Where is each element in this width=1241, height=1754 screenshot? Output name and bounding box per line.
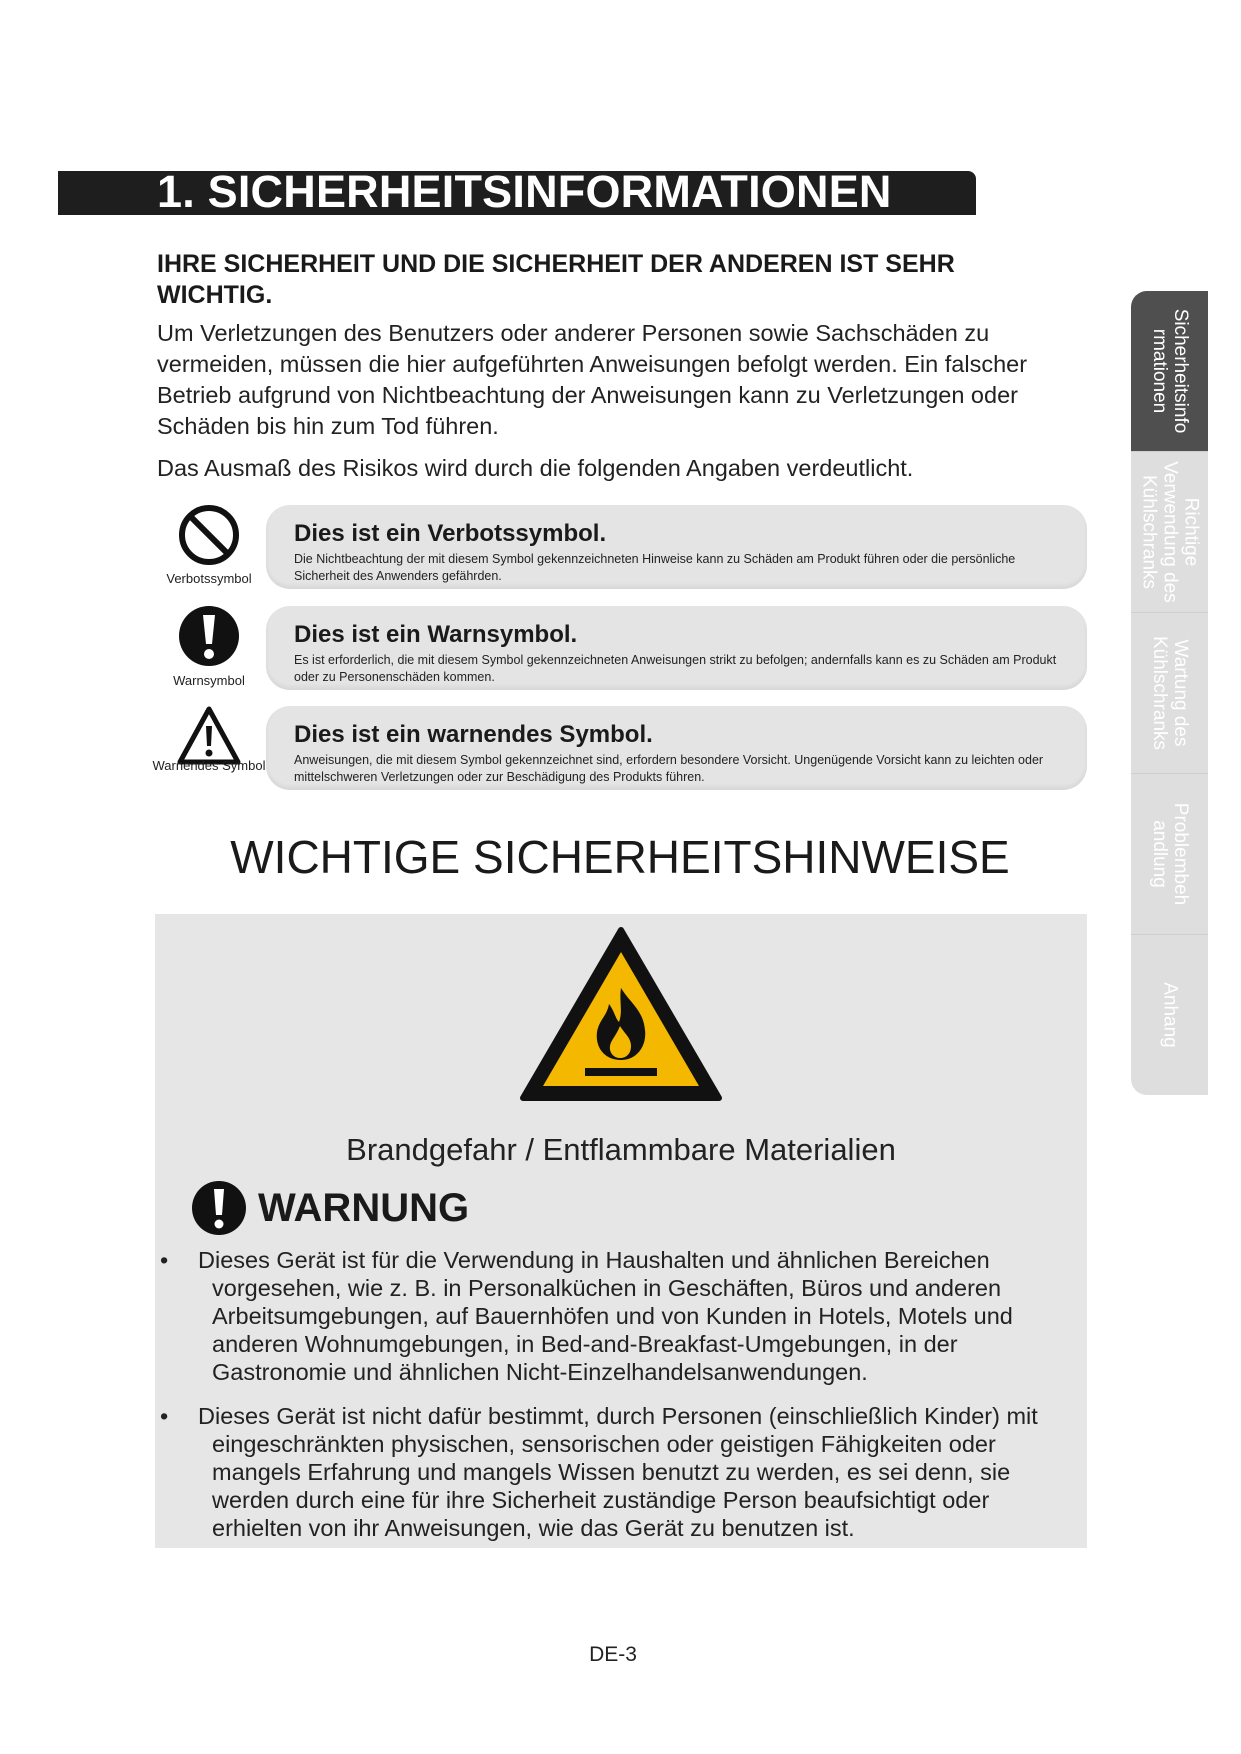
symbol-description-box [266,606,1087,690]
symbol-caption: Warnsymbol [173,673,245,688]
symbol-text: Die Nichtbeachtung der mit diesem Symbol gekennzeichneten Hinweise kann zu Schäden am Produkt führen oder die persönliche Sicherheit des Anwenders gefährden. [294,552,1016,583]
chapter-tabs [1131,291,1208,1095]
symbol-title: Dies ist ein warnendes Symbol. [294,721,653,748]
list-item [155,1402,1038,1542]
warning-exclamation-icon [191,1180,247,1236]
tab-label: Richtige Verwendung des Kühlschranks [1138,461,1201,603]
tab-safety-information[interactable] [1131,291,1208,452]
hazard-label: Brandgefahr / Entflammbare Materialien [346,1132,896,1167]
symbol-text: Anweisungen, die mit diesem Symbol gekennzeichnet sind, erfordern besondere Vorsicht. Ungenügende Vorsicht kann zu leichten oder mittelschweren Verletzungen oder zur Beschädigung des Produkts führen. [294,753,1044,784]
tab-label: Wartung des Kühlschranks [1148,635,1191,751]
tab-appendix[interactable] [1131,935,1208,1095]
exclamation-icon [176,603,242,669]
risk-note: Das Ausmaß des Risikos wird durch die folgenden Angaben verdeutlicht. [157,455,914,481]
tab-label: Sicherheitsinfo rmationen [1148,308,1191,434]
section-title: 1. SICHERHEITSINFORMATIONEN [157,166,892,217]
symbol-title: Dies ist ein Verbotssymbol. [294,520,607,547]
symbol-description-box [266,505,1087,589]
warning-word: WARNUNG [258,1186,470,1230]
tab-label: Anhang [1159,982,1180,1048]
symbol-description-box [266,706,1087,790]
warning-panel [155,914,1087,1548]
intro-paragraph: Um Verletzungen des Benutzers oder anderer Personen sowie Sachschäden zu vermeiden, müssen die hier aufgeführten Anweisungen befolgt werden. Ein falscher Betrieb aufgrund von Nichtbeachtung der Anweisungen kann zu Verletzungen oder Schäden bis hin zum Tod führen. [157,320,1028,439]
symbol-caption: Verbotssymbol [166,571,252,586]
important-safety-heading: WICHTIGE SICHERHEITSHINWEISE [230,831,1010,883]
tab-proper-use[interactable] [1131,452,1208,613]
page-number: DE-3 [589,1643,637,1666]
list-item-text: • Dieses Gerät ist für die Verwendung in Haushalten und ähnlichen Bereichen vorgesehen, wie z. B. in Personalküchen in Geschäften, Büros und anderen Arbeitsumgebungen, auf Bauernhöfen und von Kunden in Hotels, Motels und anderen Wohnumgebungen, in Bed-and-Breakfast-Umgebungen, in der Gastronomie und ähnlichen Nicht-Einzelhandelsanwendungen. [198,1247,1013,1385]
tab-label: Problembeh andlung [1148,802,1191,906]
prohibition-icon [176,502,242,568]
tab-maintenance[interactable] [1131,613,1208,774]
symbol-text: Es ist erforderlich, die mit diesem Symbol gekennzeichneten Anweisungen strikt zu befolgen; andernfalls kann es zu Schäden am Produkt oder zu Personenschäden kommen. [294,653,1057,684]
symbol-caption: Warnendes Symbol [152,758,266,773]
tab-troubleshooting[interactable] [1131,774,1208,935]
safety-importance-heading: IHRE SICHERHEIT UND DIE SICHERHEIT DER ANDEREN IST SEHR WICHTIG. [157,250,955,309]
symbol-title: Dies ist ein Warnsymbol. [294,621,578,648]
list-item [155,1246,1038,1386]
flammable-warning-icon [519,926,723,1104]
list-item-text: • Dieses Gerät ist nicht dafür bestimmt, durch Personen (einschließlich Kinder) mit eingeschränkten physischen, sensorischen oder geistigen Fähigkeiten oder mangels Erfahrung und mangels Wissen benutzt zu werden, es sei denn, sie werden durch eine für ihre Sicherheit zuständige Person beaufsichtigt oder erhielten von ihr Anweisungen, wie das Gerät zu benutzen ist. [198,1403,1038,1541]
warning-list [155,1246,1087,1558]
